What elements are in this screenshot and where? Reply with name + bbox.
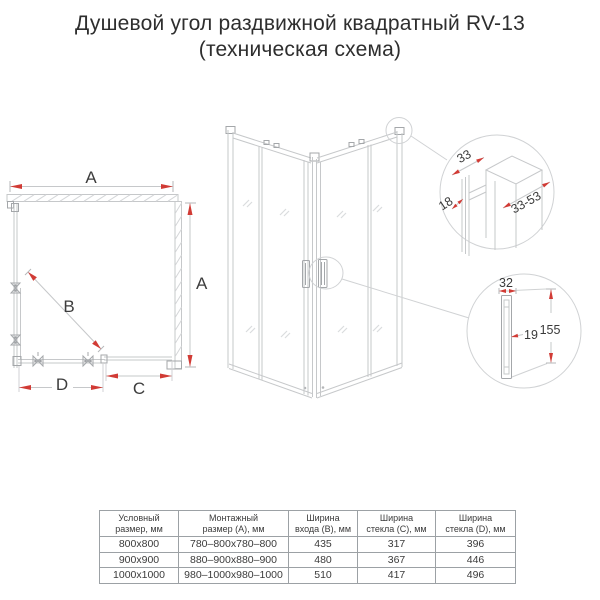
table-cell: 317 [358, 537, 436, 553]
table-row [100, 537, 516, 553]
roller-bracket-icon [11, 335, 20, 345]
detail-profile [436, 135, 554, 256]
detail-dim-155-label: 155 [539, 323, 561, 337]
plan-dim-a-top [10, 168, 173, 192]
detail-dim-155 [540, 289, 561, 363]
iso-frame-right [317, 128, 404, 399]
table-cell: 480 [289, 552, 358, 568]
page-title-line1: Душевой угол раздвижной квадратный RV-13 [75, 12, 525, 35]
table-cell: 367 [358, 552, 436, 568]
plan-dim-d-label: D [55, 375, 69, 394]
detail-dim-33-53 [503, 182, 550, 216]
detail-dim-33-label: 33 [454, 147, 474, 166]
detail-dim-33-53-label: 33-53 [508, 188, 544, 217]
table-cell: 417 [358, 568, 436, 584]
table-cell: 900x900 [100, 552, 179, 568]
table-cell: 800x800 [100, 537, 179, 553]
callout-line-bottom [342, 279, 469, 318]
detail-dim-19-label: 19 [524, 328, 538, 342]
plan-wall-right [167, 202, 182, 370]
table-cell: 446 [436, 552, 516, 568]
plan-dim-b [25, 269, 104, 352]
plan-view [7, 168, 208, 398]
table-cell: 1000x1000 [100, 568, 179, 584]
plan-panel-left [11, 204, 21, 369]
plan-panel-bottom [13, 352, 172, 366]
col-header-entry-width: Ширина входа (B), мм [289, 511, 358, 537]
iso-detail-ellipse-handle [309, 257, 343, 289]
size-table [99, 510, 516, 584]
plan-dim-a-right-label: A [196, 274, 208, 293]
plan-dim-b-label: B [63, 297, 75, 316]
table-cell: 396 [436, 537, 516, 553]
roller-bracket-icon [11, 283, 20, 293]
iso-detail-ellipse-top [386, 118, 412, 144]
detail-dim-32-label: 32 [499, 276, 513, 290]
table-row [100, 568, 516, 584]
table-cell: 880–900x880–900 [179, 552, 289, 568]
table-row [100, 552, 516, 568]
detail-dim-32 [499, 276, 516, 294]
plan-dim-a-right [185, 203, 208, 367]
detail-dim-19 [511, 328, 538, 342]
iso-handles [303, 260, 328, 288]
page-title-line2: (техническая схема) [198, 38, 402, 61]
col-header-nominal-size: Условный размер, мм [100, 511, 179, 537]
col-header-glass-c-width: Ширина стекла (C), мм [358, 511, 436, 537]
plan-dim-d [19, 364, 103, 394]
plan-wall-top [7, 195, 178, 209]
plan-dim-c-label: C [132, 379, 146, 398]
iso-door-right [321, 145, 372, 397]
table-cell: 980–1000x980–1000 [179, 568, 289, 584]
iso-door-left [259, 146, 308, 396]
iso-frame-left [226, 127, 312, 399]
table-cell: 435 [289, 537, 358, 553]
col-header-mounting-size: Монтажный размер (A), мм [179, 511, 289, 537]
col-header-glass-d-width: Ширина стекла (D), мм [436, 511, 516, 537]
plan-dim-c [106, 362, 172, 398]
detail-handle [467, 274, 581, 388]
iso-view [226, 118, 469, 399]
plan-dim-a-top-label: A [85, 168, 97, 187]
table-cell: 510 [289, 568, 358, 584]
table-cell: 496 [436, 568, 516, 584]
table-cell: 780–800x780–800 [179, 537, 289, 553]
callout-line-top [411, 136, 447, 160]
detail-dim-18-label: 18 [436, 193, 456, 214]
